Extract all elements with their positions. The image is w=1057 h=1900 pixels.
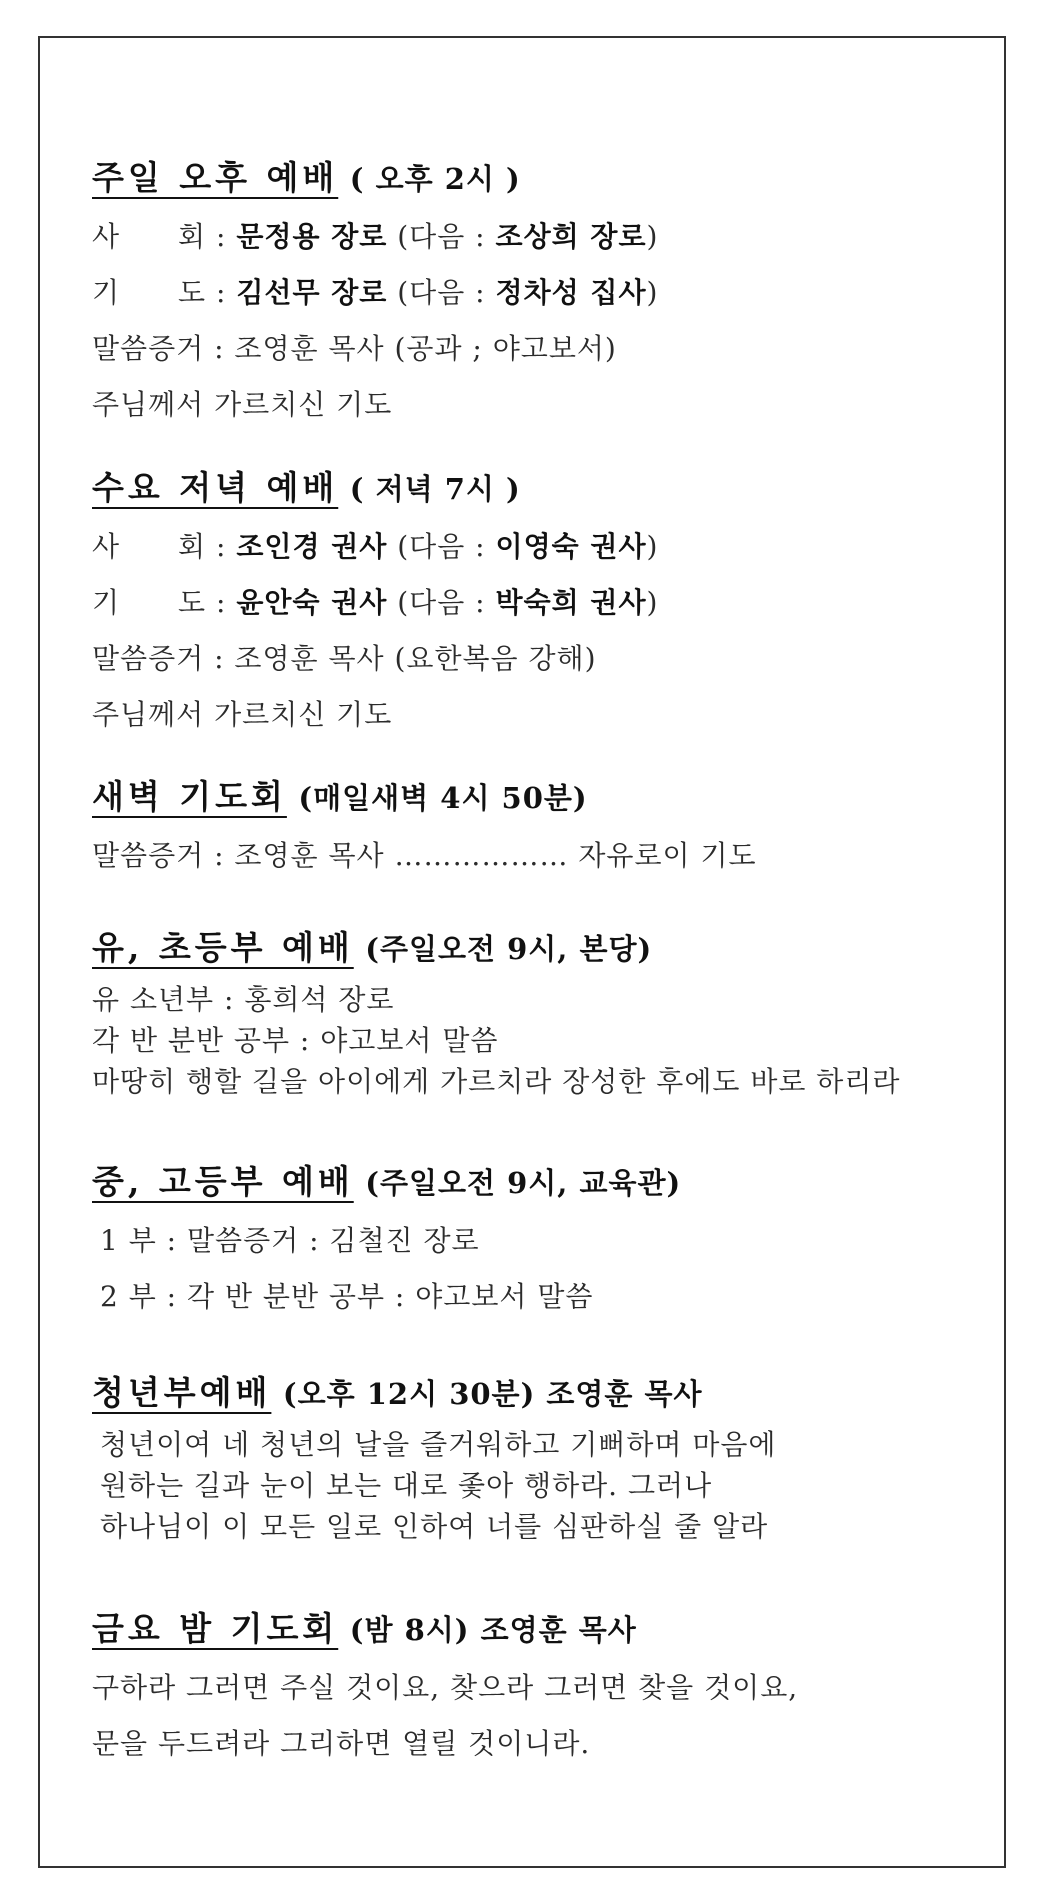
section-heading <box>92 156 1017 201</box>
section-sunday-afternoon <box>92 156 1017 433</box>
section-time: (주일오전 9시, 교육관) <box>365 1166 682 1200</box>
verse-line: 마땅히 행할 길을 아이에게 가르치라 장성한 후에도 바로 하리라 <box>92 1065 901 1098</box>
section-heading <box>92 1371 1017 1416</box>
section-title: 금요 밤 기도회 <box>92 1609 339 1648</box>
next-name: 박숙희 권사 <box>495 586 647 619</box>
presider-name: 조인경 권사 <box>236 530 388 563</box>
verse-line: 청년이여 네 청년의 날을 즐거워하고 기뻐하며 마음에 <box>100 1428 777 1461</box>
close-paren: ) <box>646 530 659 563</box>
next-label: (다음 : <box>397 276 486 309</box>
sermon-line: 말씀증거 : 조영훈 목사 ……………… 자유로이 기도 <box>92 839 757 872</box>
section-heading <box>92 1160 1017 1205</box>
verse-line: 하나님이 이 모든 일로 인하여 너를 심판하실 줄 알라 <box>100 1510 769 1543</box>
lords-prayer-line: 주님께서 가르치신 기도 <box>92 698 393 731</box>
section-time: (오후 12시 30분) 조영훈 목사 <box>282 1377 703 1411</box>
verse-line: 구하라 그러면 주실 것이요, 찾으라 그러면 찾을 것이요, <box>92 1671 799 1704</box>
section-title: 청년부예배 <box>92 1373 272 1412</box>
section-heading <box>92 466 1017 511</box>
verse-line: 문을 두드려라 그리하면 열릴 것이니라. <box>92 1727 591 1760</box>
prayer-leader-line <box>92 265 1017 321</box>
section-title: 새벽 기도회 <box>92 777 287 816</box>
presider-line <box>92 209 1017 265</box>
presider-line <box>92 519 1017 575</box>
leader-line: 유 소년부 : 홍희석 장로 <box>92 983 395 1016</box>
section-title: 주일 오후 예배 <box>92 158 339 197</box>
close-paren: ) <box>646 276 659 309</box>
next-name: 이영숙 권사 <box>495 530 647 563</box>
next-label: (다음 : <box>397 220 486 253</box>
section-title: 중, 고등부 예배 <box>92 1162 354 1201</box>
next-name: 조상희 장로 <box>495 220 647 253</box>
close-paren: ) <box>646 220 659 253</box>
section-young-adult <box>92 1371 1017 1547</box>
prayer-leader-line <box>92 575 1017 631</box>
section-title: 유, 초등부 예배 <box>92 928 354 967</box>
next-name: 정차성 집사 <box>495 276 647 309</box>
section-time: (매일새벽 4시 50분) <box>298 781 588 815</box>
sermon-line: 말씀증거 : 조영훈 목사 (요한복음 강해) <box>92 642 597 675</box>
part-two-line: 2 부 : 각 반 분반 공부 : 야고보서 말씀 <box>100 1280 594 1313</box>
presider-label: 사 회 : <box>92 530 227 563</box>
section-heading <box>92 926 1017 971</box>
sermon-line: 말씀증거 : 조영훈 목사 (공과 ; 야고보서) <box>92 332 617 365</box>
close-paren: ) <box>646 586 659 619</box>
next-label: (다음 : <box>397 530 486 563</box>
prayer-label: 기 도 : <box>92 276 227 309</box>
section-wednesday-evening <box>92 466 1017 743</box>
section-time: (주일오전 9시, 본당) <box>365 932 653 966</box>
prayer-name: 김선무 장로 <box>236 276 388 309</box>
lords-prayer-line: 주님께서 가르치신 기도 <box>92 388 393 421</box>
section-dawn-prayer <box>92 775 1017 884</box>
prayer-label: 기 도 : <box>92 586 227 619</box>
section-time: (밤 8시) 조영훈 목사 <box>349 1613 637 1647</box>
study-line: 각 반 분반 공부 : 야고보서 말씀 <box>92 1024 499 1057</box>
section-heading <box>92 1607 1017 1652</box>
section-time: ( 오후 2시 ) <box>349 162 521 196</box>
part-one-line: 1 부 : 말씀증거 : 김철진 장로 <box>100 1224 480 1257</box>
presider-name: 문정용 장로 <box>236 220 388 253</box>
section-friday-night <box>92 1607 1017 1772</box>
section-children <box>92 926 1017 1102</box>
prayer-name: 윤안숙 권사 <box>236 586 388 619</box>
next-label: (다음 : <box>397 586 486 619</box>
presider-label: 사 회 : <box>92 220 227 253</box>
section-heading <box>92 775 1017 820</box>
verse-line: 원하는 길과 눈이 보는 대로 좇아 행하라. 그러나 <box>100 1469 713 1502</box>
section-title: 수요 저녁 예배 <box>92 468 339 507</box>
section-time: ( 저녁 7시 ) <box>349 472 521 506</box>
section-youth <box>92 1160 1017 1325</box>
